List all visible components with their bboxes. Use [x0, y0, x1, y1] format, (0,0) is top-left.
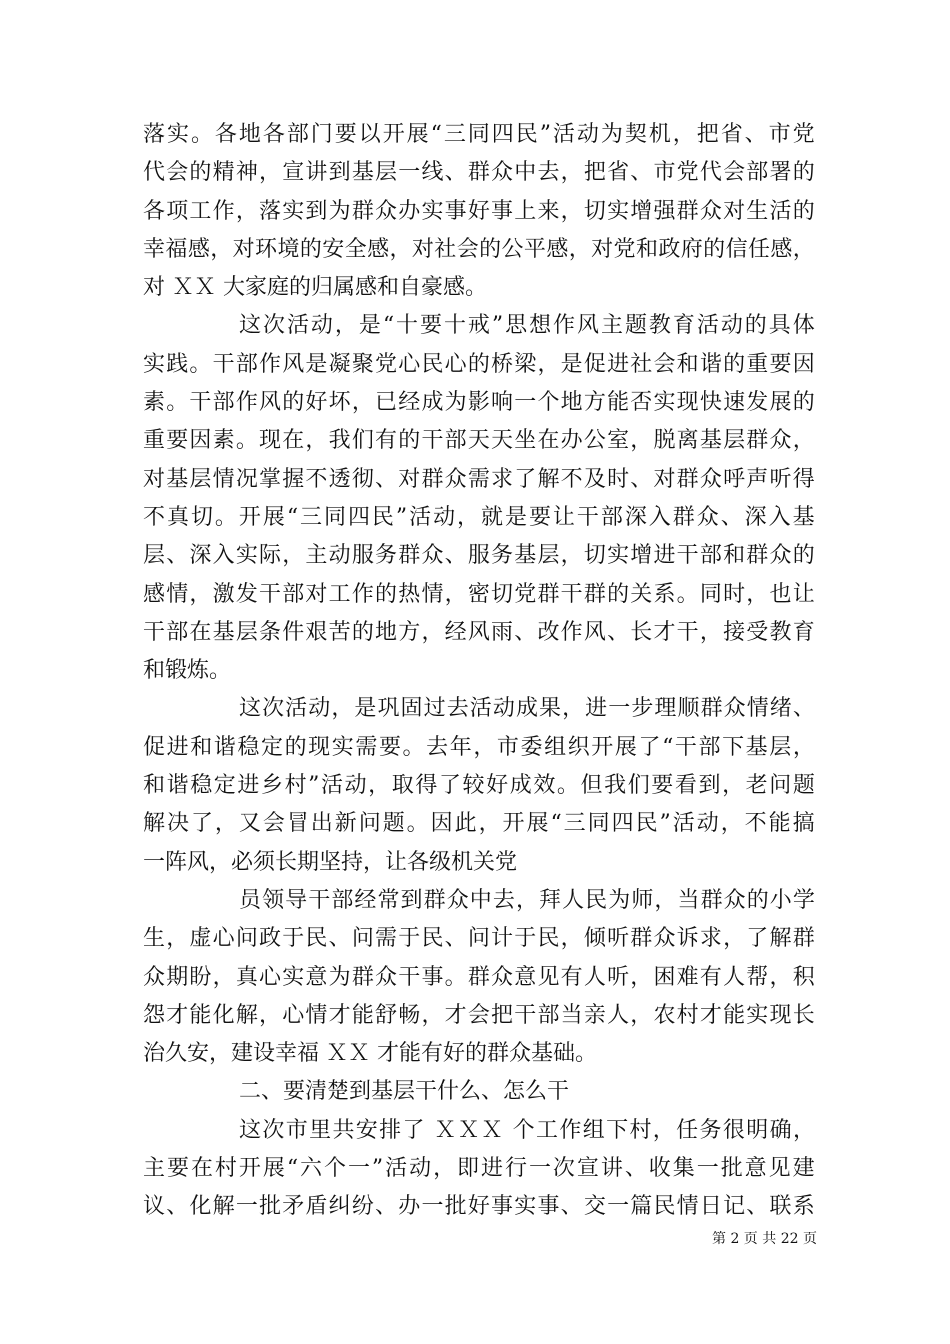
text-line: 干 部 在 基 层 条 件 艰 苦 的 地 方 ， 经 风 雨 、 改 作 风 、 长 才 干 ， 接 受 教 育 — [143, 619, 815, 645]
text-line: 不 真 切 。 开 展 “ 三 同 四 民 ” 活 动 ， 就 是 要 让 干 部 深 入 群 众 、 深 入 基 — [143, 504, 815, 530]
text-line: 各 项 工 作 ， 落 实 到 为 群 众 办 实 事 好 事 上 来 ， 切 实 增 强 群 众 对 生 活 的 — [143, 198, 815, 224]
text-line-content: 和锻炼。 — [143, 658, 232, 684]
text-line: 对 基 层 情 况 掌 握 不 透 彻 、 对 群 众 需 求 了 解 不 及 时 、 对 群 众 呼 声 听 得 — [143, 466, 815, 492]
text-line — [143, 269, 815, 307]
text-line-content: 对 ＸＸ 大家庭的归属感和自豪感。 — [143, 275, 487, 301]
text-line: 这 次 市 里 共 安 排 了 Ｘ Ｘ Ｘ 个 工 作 组 下 村 ， 任 务 很 明 确 ， — [239, 1117, 815, 1143]
text-line-content: 二、要清楚到基层干什么、怎么干 — [239, 1079, 570, 1105]
text-line-content: 一阵风，必须长期坚持，让各级机关党 — [143, 849, 518, 875]
text-line: 众 期 盼 ， 真 心 实 意 为 群 众 干 事 。 群 众 意 见 有 人 听 ， 困 难 有 人 帮 ， 积 — [143, 964, 815, 990]
text-line: 和 谐 稳 定 进 乡 村 ” 活 动 ， 取 得 了 较 好 成 效 。 但 我 们 要 看 到 ， 老 问 题 — [143, 773, 815, 799]
text-line — [143, 844, 815, 882]
text-line: 解 决 了 ， 又 会 冒 出 新 问 题 。 因 此 ， 开 展 “ 三 同 四 民 ” 活 动 ， 不 能 搞 — [143, 811, 815, 837]
text-line: 议 、 化 解 一 批 矛 盾 纠 纷 、 办 一 批 好 事 实 事 、 交 一 篇 民 情 日 记 、 联 系 — [143, 1194, 815, 1220]
text-line: 怨 才 能 化 解 ， 心 情 才 能 舒 畅 ， 才 会 把 干 部 当 亲 人 ， 农 村 才 能 实 现 长 — [143, 1002, 815, 1028]
text-line: 生 ， 虚 心 问 政 于 民 、 问 需 于 民 、 问 计 于 民 ， 倾 听 群 众 诉 求 ， 了 解 群 — [143, 926, 815, 952]
text-line: 重 要 因 素 。 现 在 ， 我 们 有 的 干 部 天 天 坐 在 办 公 室 ， 脱 离 基 层 群 众 ， — [143, 428, 815, 454]
page-number: 第 2 页 共 22 页 — [712, 1231, 817, 1247]
text-line: 代 会 的 精 神 ， 宣 讲 到 基 层 一 线 、 群 众 中 去 ， 把 省 、 市 党 代 会 部 署 的 — [143, 160, 815, 186]
text-line: 这 次 活 动 ， 是 “ 十 要 十 戒 ” 思 想 作 风 主 题 教 育 活 动 的 具 体 — [239, 313, 815, 339]
text-line: 实 践 。 干 部 作 风 是 凝 聚 党 心 民 心 的 桥 梁 ， 是 促 进 社 会 和 谐 的 重 要 因 — [143, 351, 815, 377]
text-line: 幸 福 感 ， 对 环 境 的 安 全 感 ， 对 社 会 的 公 平 感 ， 对 党 和 政 府 的 信 任 感 ， — [143, 236, 815, 262]
text-line — [143, 1073, 815, 1111]
text-line: 落 实 。 各 地 各 部 门 要 以 开 展 “ 三 同 四 民 ” 活 动 为 契 机 ， 把 省 、 市 党 — [143, 122, 815, 147]
text-line: 主 要 在 村 开 展 “ 六 个 一 ” 活 动 ， 即 进 行 一 次 宣 讲 、 收 集 一 批 意 见 建 — [143, 1156, 815, 1182]
text-line: 促 进 和 谐 稳 定 的 现 实 需 要 。 去 年 ， 市 委 组 织 开 展 了 “ 干 部 下 基 层 ， — [143, 734, 815, 760]
text-line-content: 治久安，建设幸福 ＸＸ 才能有好的群众基础。 — [143, 1041, 597, 1067]
text-line: 层 、 深 入 实 际 ， 主 动 服 务 群 众 、 服 务 基 层 ， 切 实 增 进 干 部 和 群 众 的 — [143, 543, 815, 569]
text-line — [143, 1035, 815, 1073]
text-line: 员 领 导 干 部 经 常 到 群 众 中 去 ， 拜 人 民 为 师 ， 当 群 众 的 小 学 — [239, 887, 815, 913]
text-line: 感 情 ， 激 发 干 部 对 工 作 的 热 情 ， 密 切 党 群 干 群 的 关 系 。 同 时 ， 也 让 — [143, 581, 815, 607]
text-line — [143, 652, 815, 690]
document-body — [143, 116, 815, 1227]
text-line: 素 。 干 部 作 风 的 好 坏 ， 已 经 成 为 影 响 一 个 地 方 能 否 实 现 快 速 发 展 的 — [143, 390, 815, 416]
text-line: 这 次 活 动 ， 是 巩 固 过 去 活 动 成 果 ， 进 一 步 理 顺 群 众 情 绪 、 — [239, 696, 815, 722]
